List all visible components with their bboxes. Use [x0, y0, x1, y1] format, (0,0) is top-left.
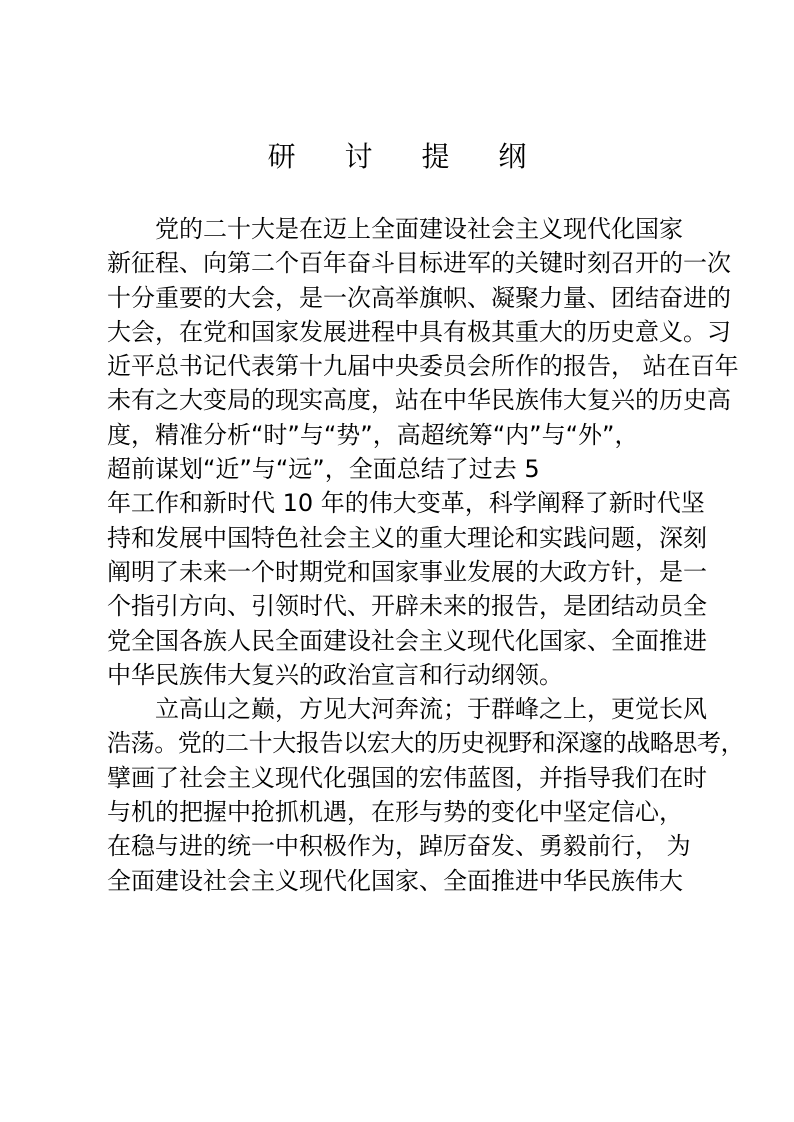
- paragraph-1-line-8: 超前谋划“近”与“远”，全面总结了过去 5: [107, 455, 540, 484]
- paragraph-1-line-9: 年工作和新时代 10 年的伟大变革，科学阐释了新时代坚: [107, 489, 705, 518]
- paragraph-1-line-1: 党的二十大是在迈上全面建设社会主义现代化国家: [155, 215, 683, 243]
- paragraph-1-line-4: 大会，在党和国家发展进程中具有极其重大的历史意义。习: [107, 317, 731, 346]
- paragraph-1-line-10: 持和发展中国特色社会主义的重大理论和实践问题，深刻: [107, 523, 707, 552]
- paragraph-1-line-12: 个指引方向、引领时代、开辟未来的报告，是团结动员全: [107, 592, 707, 621]
- paragraph-2-line-6: 全面建设社会主义现代化国家、全面推进中华民族伟大: [107, 866, 683, 895]
- document-title: 研 讨 提 纲: [267, 140, 547, 173]
- paragraph-2-line-5: 在稳与进的统一中积极作为，踔厉奋发、勇毅前行， 为: [107, 832, 691, 861]
- paragraph-1-line-5: 近平总书记代表第十九届中央委员会所作的报告， 站在百年: [107, 352, 739, 381]
- paragraph-1-line-6: 未有之大变局的现实高度，站在中华民族伟大复兴的历史高: [107, 386, 731, 415]
- paragraph-1-line-7: 度，精准分析“时”与“势”，高超统筹“内”与“外”，: [107, 420, 639, 449]
- paragraph-1-line-11: 阐明了未来一个时期党和国家事业发展的大政方针，是一: [107, 557, 707, 586]
- paragraph-2-line-2: 浩荡。党的二十大报告以宏大的历史视野和深邃的战略思考，: [107, 729, 745, 758]
- paragraph-1-line-3: 十分重要的大会，是一次高举旗帜、凝聚力量、团结奋进的: [107, 283, 731, 312]
- document-body: [107, 212, 745, 898]
- paragraph-1-line-14: 中华民族伟大复兴的政治宣言和行动纲领。: [107, 660, 563, 689]
- paragraph-1-line-2: 新征程、向第二个百年奋斗目标进军的关键时刻召开的一次: [107, 249, 731, 278]
- paragraph-2-line-1: 立高山之巅，方见大河奔流；于群峰之上，更觉长风: [155, 695, 707, 724]
- paragraph-1-line-13: 党全国各族人民全面建设社会主义现代化国家、全面推进: [107, 626, 707, 655]
- paragraph-2-line-4: 与机的把握中抢抓机遇，在形与势的变化中坚定信心，: [107, 798, 683, 827]
- paragraph-2-line-3: 擘画了社会主义现代化强国的宏伟蓝图，并指导我们在时: [107, 763, 707, 792]
